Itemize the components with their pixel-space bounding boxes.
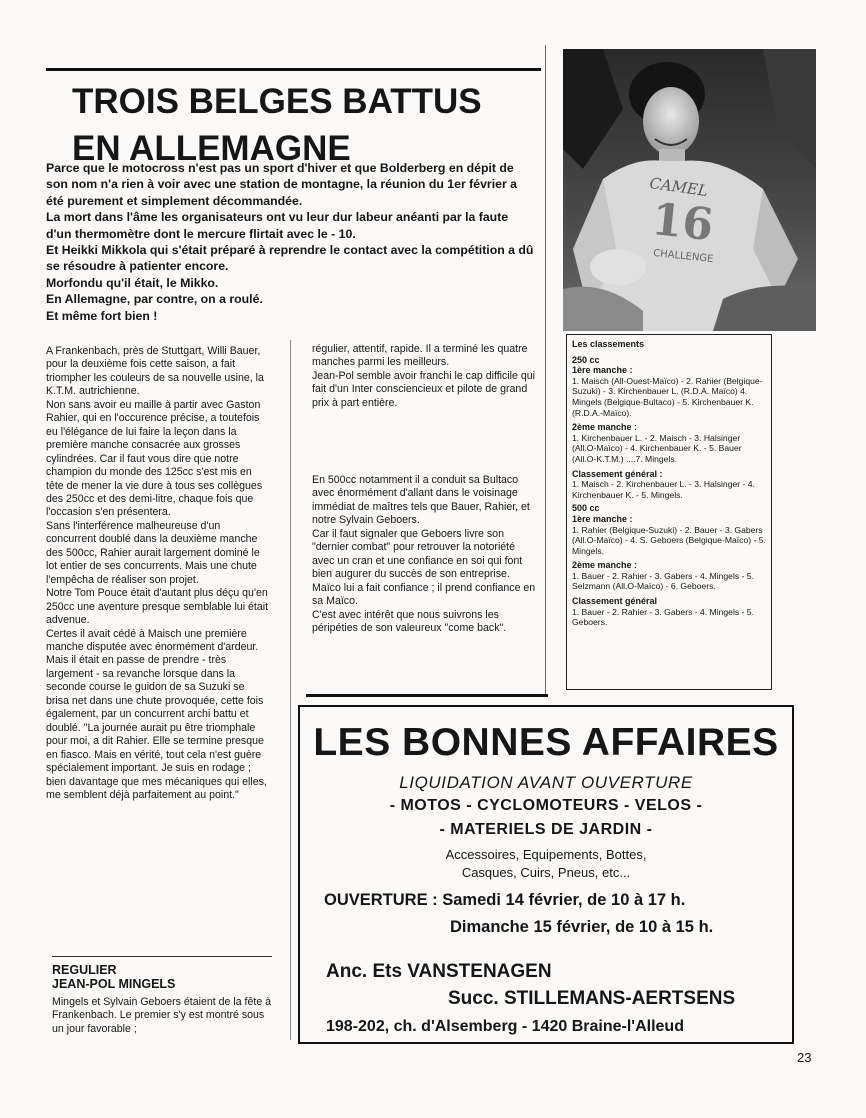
shirt-number: 16: [649, 194, 716, 252]
intro: [46, 160, 536, 324]
subheading-line-2: JEAN-POL MINGELS: [52, 977, 176, 991]
race-label: Classement général: [572, 596, 658, 607]
body-paragraph: A Frankenbach, près de Stuttgart, Willi Bauer, pour la deuxième fois cette saison, a fait triompher les couleurs de sa nouvelle usine, la K.T.M. autrichienne.: [46, 345, 264, 398]
body-paragraph: Notre Tom Pouce était d'autant plus déçu qu'en 250cc une aventure presque semblable lui était advenue.: [46, 587, 269, 627]
body-paragraph: Certes il avait cédé à Maisch une première manche disputée avec énormément d'ardeur.: [46, 627, 259, 653]
ad-products-line-1: - MOTOS - CYCLOMOTEURS - VELOS -: [389, 797, 703, 814]
race-results: 1. Bauer - 2. Rahier - 3. Gabers - 4. Mingels - 5. Selzmann (All.O-Maïco) - 6. Geboers.: [572, 570, 754, 592]
ad-products-line-2: - MATERIELS DE JARDIN -: [439, 821, 653, 838]
body-paragraph: Sans l'interférence malheureuse d'un concurrent doublé dans la deuxième manche des 500cc, Rahier aurait largement dominé le lot entier de ses concurrents. Mais une chute l'empêcha de réaliser son projet.: [46, 519, 260, 586]
class-label: 500 cc: [572, 503, 600, 514]
ad-opening-saturday: OUVERTURE : Samedi 14 février, de 10 à 17 h.: [324, 891, 686, 909]
intro-paragraph: Et même fort bien !: [46, 308, 158, 323]
rider-photo-image: [563, 49, 816, 331]
race-results: 1. Rahier (Belgique-Suzuki) - 2. Bauer - 3. Gabers (All.O-Maïco) - 4. S. Geboers (Belgique-Maïco) - 5. Mingels.: [572, 524, 766, 556]
ad-accessories-line-2: Casques, Cuirs, Pneus, etc...: [461, 865, 631, 880]
race-results: 1. Maisch - 2. Kirchenbauer L. - 3. Halsinger - 4. Kirchenbauer K. - 5. Mingels.: [572, 479, 755, 500]
ad-company: Anc. Ets VANSTENAGEN: [326, 961, 552, 982]
vertical-divider: [545, 45, 546, 695]
race-results: 1. Bauer - 2. Rahier - 3. Gabers - 4. Mingels - 5. Geboers.: [572, 606, 754, 628]
subheading-line-1: REGULIER: [52, 963, 117, 977]
body-paragraph: Maïco lui a fait confiance ; il prend confiance en sa Maïco.: [312, 581, 536, 608]
race-label: Classement général :: [572, 468, 663, 479]
intro-paragraph: Morfondu qu'il était, le Mikko.: [46, 275, 219, 290]
bottom-rule-col2: [306, 694, 548, 697]
intro-paragraph: Et Heikki Mikkola qui s'était préparé à reprendre le contact avec la compétition a dû se résoudre à patienter encore.: [46, 243, 534, 274]
body-paragraph: Mingels et Sylvain Geboers étaient de la fête à Frankenbach. Le premier s'y est montré sous un jour favorable ;: [52, 996, 272, 1035]
advertisement: [298, 705, 794, 1044]
article-column-2: [312, 343, 540, 410]
race-label: 2ème manche :: [572, 422, 638, 433]
body-paragraph: En 500cc notamment il a conduit sa Bultaco avec énormément d'allant dans le voisinage immédiat de maîtres tels que Bauer, Rahier, et notre Sylvain Geboers.: [312, 474, 530, 527]
intro-paragraph: La mort dans l'âme les organisateurs ont vu leur dur labeur anéanti par la faute d'un thermomètre dont le mercure flirtait avec le - 10.: [46, 210, 509, 241]
ad-successor: Succ. STILLEMANS-AERTSENS: [448, 988, 736, 1009]
shirt-text: CAMEL: [648, 174, 709, 201]
results-box: [566, 334, 772, 690]
intro-paragraph: En Allemagne, par contre, on a roulé.: [46, 292, 263, 307]
body-paragraph: Non sans avoir eu maille à partir avec Gaston Rahier, qui en l'occurence précise, a toutefois eu l'élégance de lui faire la leçon dans la première manche consacrée aux grosses cylindrées. Car il faut vous dire que notre champion du monde des 125cc s'est mis en tête de mener la vie dure à tous ses collègues des 250cc et des demi-litre, chaque fois que l'occasion s'en présentera.: [46, 398, 263, 519]
ad-title: LES BONNES AFFAIRES: [313, 721, 779, 764]
ad-opening-sunday: Dimanche 15 février, de 10 à 15 h.: [450, 918, 714, 936]
rider-photo: [563, 49, 816, 331]
shirt-sub: CHALLENGE: [652, 247, 714, 266]
race-label: 2ème manche :: [572, 560, 638, 571]
article-column-2-cont: [312, 474, 540, 635]
intro-paragraph: Parce que le motocross n'est pas un sport d'hiver et que Bolderberg en dépit de son nom n'a rien à voir avec une station de montagne, la réunion du 1er février a été purement et simplement décommandée.: [46, 161, 518, 208]
results-title: Les classements: [572, 339, 645, 349]
body-paragraph: C'est avec intérêt que nous suivrons les péripéties de son valeureux "come back".: [312, 608, 507, 634]
article-column-1: [46, 345, 270, 802]
top-rule: [46, 68, 541, 71]
race-results: 1. Kirchenbauer L. - 2. Maisch - 3. Halsinger (All.O-Maïco) - 4. Kirchenbauer K. - 5. Bauer (All.O-K.T.M.) ....7. Mingels.: [572, 432, 742, 464]
headline: [72, 78, 542, 172]
race-label: 1ère manche :: [572, 365, 633, 376]
race-label: 1ère manche :: [572, 513, 633, 524]
body-paragraph: régulier, attentif, rapide. Il a terminé les quatre manches parmi les meilleurs.: [312, 343, 528, 369]
column-divider: [290, 340, 291, 1040]
ad-accessories-line-1: Accessoires, Equipements, Bottes,: [445, 847, 647, 862]
subheading: [52, 963, 274, 991]
headline-line-1: TROIS BELGES BATTUS: [72, 82, 482, 121]
page-number: 23: [797, 1050, 812, 1065]
ad-subtitle: LIQUIDATION AVANT OUVERTURE: [399, 773, 693, 792]
headline-line-2: EN ALLEMAGNE: [72, 129, 351, 168]
body-paragraph: Jean-Pol semble avoir franchi le cap difficile qui fait d'un Inter consciencieux et pilote de grand prix à part entière.: [312, 369, 535, 409]
article-column-1-end: [52, 996, 274, 1036]
race-results: 1. Maisch (All-Ouest-Maïco) - 2. Rahier (Belgique-Suzuki) - 3. Kirchenbauer L. (R.D.A. Maïco) 4. Mingels (Belgique-Bultaco) - 5. Kirchenbauer K. (R.D.A.-Maïco).: [572, 375, 763, 418]
body-paragraph: Car il faut signaler que Geboers livre son "dernier combat" pour retrouver la notoriété avec un cran et une confiance en soi qui font bien augurer du succès de son entreprise.: [312, 527, 523, 581]
ad-address: 198-202, ch. d'Alsemberg - 1420 Braine-l'Alleud: [326, 1018, 684, 1035]
body-paragraph: Mais il était en passe de prendre - très largement - sa revanche lorsque dans la seconde course le guidon de sa Suzuki se brisa net dans une chute provoquée, cette fois également, par un concurrent archi battu et doublé. "La journée aurait pu être triomphale pour moi, a dit Rahier. Elle se termine presque en fiasco. Mais en vérité, tout cela n'est guère spécialement important. Je suis en rodage ; bien davantage que mes mécaniques qui elles, me semblent déjà parfaitement au point.": [46, 654, 267, 801]
class-label: 250 cc: [572, 354, 600, 365]
subhead-rule: [52, 956, 272, 957]
